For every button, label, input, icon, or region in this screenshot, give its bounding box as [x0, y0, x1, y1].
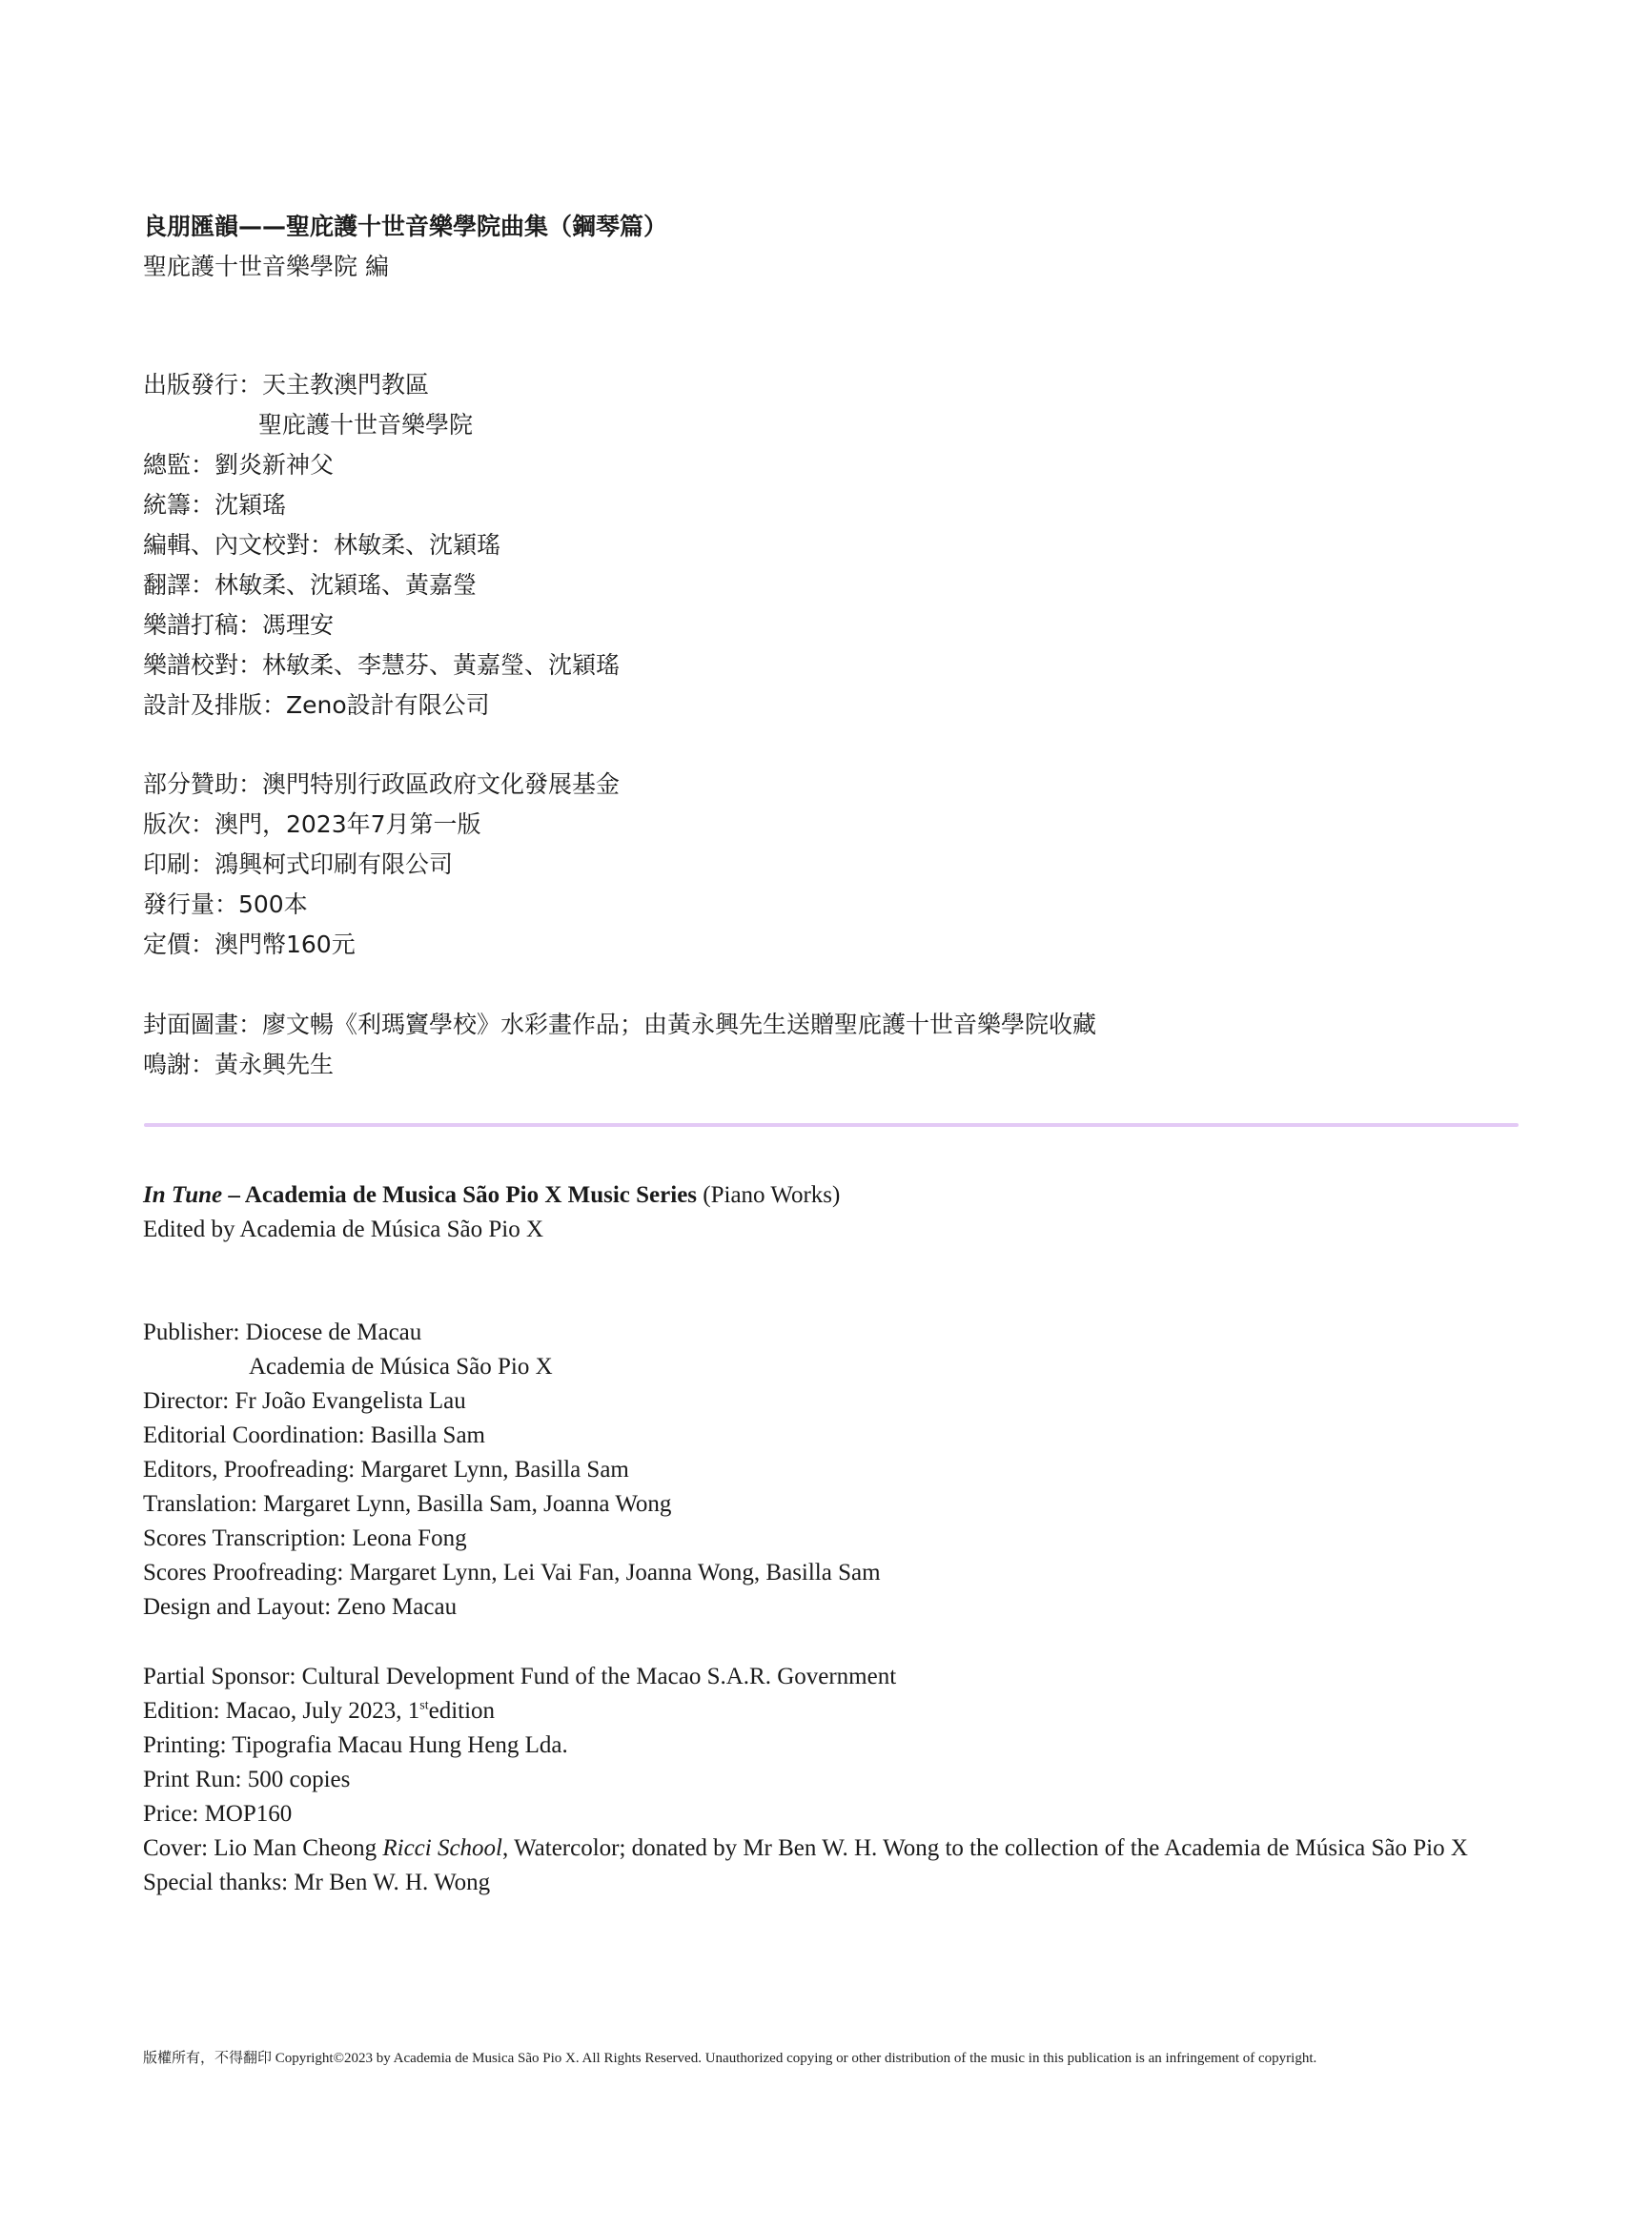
english-translation: Translation: Margaret Lynn, Basilla Sam, Joanna Wong — [143, 1491, 672, 1517]
english-print-run: Print Run: 500 copies — [143, 1767, 351, 1792]
english-design: Design and Layout: Zeno Macau — [143, 1594, 458, 1620]
chinese-cover: 封面圖畫：廖文暢《利瑪竇學校》水彩畫作品；由黃永興先生送贈聖庇護十世音樂學院收藏 — [143, 1011, 1097, 1038]
english-cover-prefix: Cover: Lio Man Cheong — [143, 1835, 383, 1861]
english-edition-prefix: Edition: Macao, July 2023, 1 — [143, 1698, 420, 1724]
english-cover-suffix: , Watercolor; donated by Mr Ben W. H. Wong to the collection of the Academia de Música São Pio X — [502, 1835, 1468, 1861]
english-printing: Printing: Tipografia Macau Hung Heng Lda. — [143, 1732, 568, 1758]
chinese-translation: 翻譯：林敏柔、沈穎瑤、黃嘉瑩 — [143, 571, 478, 599]
chinese-transcription: 樂譜打稿：馮理安 — [143, 611, 335, 639]
english-editor: Edited by Academia de Música São Pio X — [143, 1217, 544, 1242]
english-thanks: Special thanks: Mr Ben W. H. Wong — [143, 1870, 491, 1895]
copyright-en: Copyright©2023 by Academia de Musica São Pio X. All Rights Reserved. Unauthorized copying or other distribution of the music in this publication is an infringement of copyright. — [272, 2051, 1317, 2066]
chinese-book-title: 良朋匯韻——聖庇護十世音樂學院曲集（鋼琴篇） — [143, 213, 668, 240]
chinese-thanks: 鳴謝：黃永興先生 — [143, 1051, 335, 1078]
chinese-price: 定價：澳門幣160元 — [143, 931, 356, 958]
chinese-publication-info — [143, 765, 620, 965]
copyright-zh: 版權所有，不得翻印 — [143, 2049, 273, 2066]
english-publication-info — [143, 1660, 1468, 1900]
chinese-coordination: 統籌：沈穎瑤 — [143, 491, 287, 519]
english-publisher-cont: Academia de Música São Pio X — [249, 1354, 553, 1380]
chinese-cover-info — [143, 1005, 1096, 1085]
english-title-bold: – Academia de Musica São Pio X Music Series — [222, 1182, 698, 1208]
chinese-publisher-cont: 聖庇護十世音樂學院 — [258, 411, 474, 439]
english-transcription: Scores Transcription: Leona Fong — [143, 1525, 467, 1551]
english-price: Price: MOP160 — [143, 1801, 293, 1827]
chinese-title-block — [143, 207, 667, 287]
english-edition — [143, 1694, 1468, 1729]
english-cover-italic: Ricci School — [382, 1835, 503, 1861]
english-title-block — [143, 1178, 840, 1247]
english-title-suffix: (Piano Works) — [697, 1182, 841, 1208]
chinese-credits — [143, 365, 620, 726]
chinese-printing: 印刷：鴻興柯式印刷有限公司 — [143, 850, 454, 878]
chinese-sponsor: 部分贊助：澳門特別行政區政府文化發展基金 — [143, 770, 621, 798]
english-coordination: Editorial Coordination: Basilla Sam — [143, 1422, 485, 1448]
chinese-scores-proofreading: 樂譜校對：林敏柔、李慧芬、黃嘉瑩、沈穎瑤 — [143, 651, 621, 679]
english-credits — [143, 1316, 881, 1625]
section-divider — [144, 1123, 1519, 1127]
english-director: Director: Fr João Evangelista Lau — [143, 1388, 466, 1414]
chinese-editor: 聖庇護十世音樂學院 編 — [143, 253, 389, 280]
english-editors: Editors, Proofreading: Margaret Lynn, Basilla Sam — [143, 1457, 629, 1483]
english-publisher: Publisher: Diocese de Macau — [143, 1320, 422, 1345]
english-title-italic: In Tune — [143, 1182, 223, 1208]
copyright-notice — [143, 2048, 1316, 2068]
english-book-title — [143, 1178, 840, 1213]
english-scores-proofreading: Scores Proofreading: Margaret Lynn, Lei Vai Fan, Joanna Wong, Basilla Sam — [143, 1560, 881, 1586]
english-edition-sup: st — [419, 1698, 429, 1713]
english-edition-suffix: edition — [428, 1698, 496, 1724]
chinese-design: 設計及排版：Zeno設計有限公司 — [143, 691, 490, 719]
chinese-director: 總監：劉炎新神父 — [143, 451, 335, 479]
chinese-print-run: 發行量：500本 — [143, 890, 308, 918]
chinese-publisher: 出版發行：天主教澳門教區 — [143, 371, 430, 399]
english-cover — [143, 1831, 1468, 1866]
english-sponsor: Partial Sponsor: Cultural Development Fund of the Macao S.A.R. Government — [143, 1664, 897, 1689]
chinese-editors: 編輯、內文校對：林敏柔、沈穎瑤 — [143, 531, 501, 559]
chinese-edition: 版次：澳門，2023年7月第一版 — [143, 810, 481, 838]
